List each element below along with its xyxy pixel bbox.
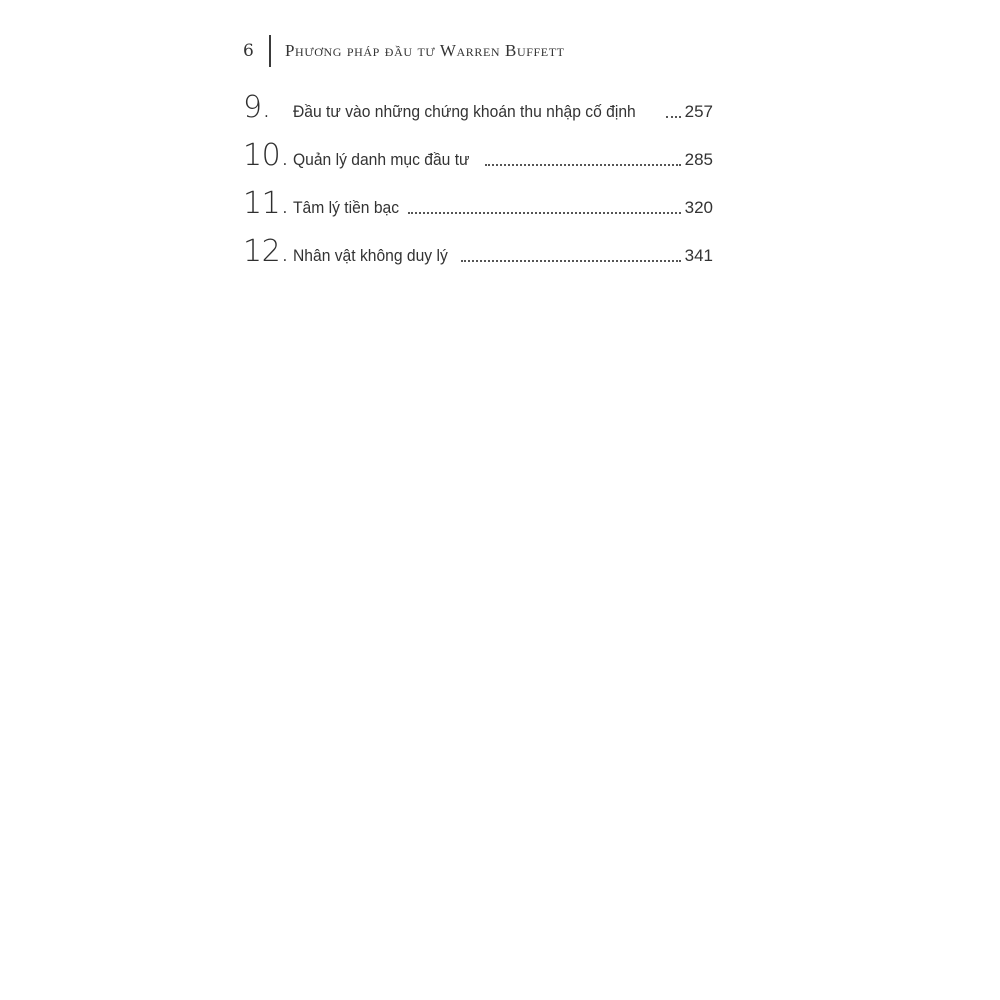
dot-leader xyxy=(461,260,680,262)
chapter-number: 11. xyxy=(243,186,290,221)
toc-entry xyxy=(243,184,713,232)
running-header xyxy=(243,34,565,68)
header-divider xyxy=(269,35,271,67)
page-number: 6 xyxy=(243,41,254,61)
toc-entry xyxy=(243,88,713,136)
dot-leader xyxy=(485,164,681,166)
book-title: Phương pháp đầu tư Warren Buffett xyxy=(285,41,565,60)
chapter-number: 9. xyxy=(243,90,271,125)
chapter-title: Quản lý danh mục đầu tư xyxy=(293,150,470,169)
chapter-page: 320 xyxy=(684,198,713,217)
table-of-contents xyxy=(243,88,713,280)
dot-leader xyxy=(408,212,680,214)
chapter-page: 285 xyxy=(684,150,713,169)
chapter-number: 12. xyxy=(243,234,290,269)
chapter-title: Đầu tư vào những chứng khoán thu nhập cố định xyxy=(293,102,636,121)
chapter-number: 10. xyxy=(243,138,290,173)
chapter-page: 257 xyxy=(684,102,713,121)
chapter-page: 341 xyxy=(684,246,713,265)
chapter-title: Tâm lý tiền bạc xyxy=(293,198,400,217)
toc-entry xyxy=(243,136,713,184)
dot-leader xyxy=(666,116,681,118)
chapter-title: Nhân vật không duy lý xyxy=(293,246,448,265)
toc-entry xyxy=(243,232,713,280)
